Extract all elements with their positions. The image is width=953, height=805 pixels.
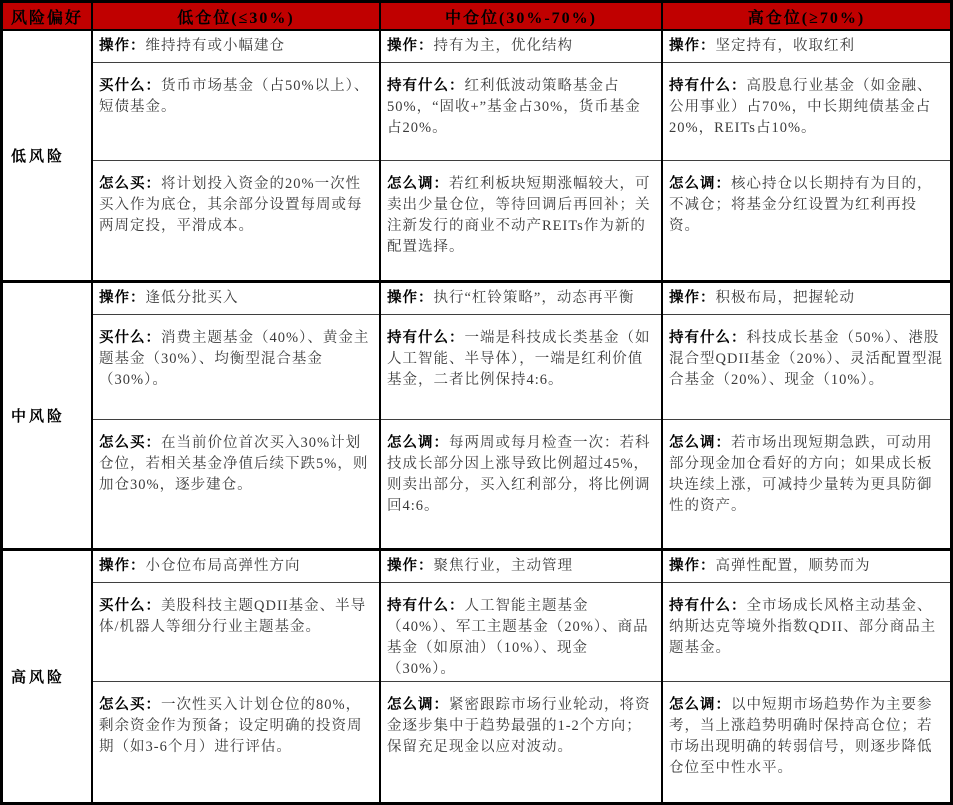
cell-low-risk-mid-position [381, 31, 663, 280]
section-text: 一端是科技成长类基金（如人工智能、半导体），一端是红利价值基金，二者比例保持4:6。 [386, 329, 651, 388]
row-label: 高风险 [11, 670, 66, 687]
section-text: 高弹性配置，顺势而为 [715, 558, 871, 575]
section-label: 持有什么： [669, 329, 747, 346]
section-text: 货币市场基金（占50%以上）、短债基金。 [99, 78, 370, 115]
section-label: 怎么买： [99, 175, 161, 192]
section-text: 坚定持有，收取红利 [715, 38, 856, 54]
section-label: 操作： [99, 38, 146, 54]
what-to-hold-section [381, 63, 661, 161]
section-text: 全市场成长风格主动基金、纳斯达克等境外指数QDII、部分商品主题基金。 [669, 598, 937, 657]
what-to-hold-section [381, 315, 661, 420]
section-label: 怎么调： [386, 175, 449, 192]
section-label: 买什么： [99, 329, 161, 346]
section-text: 执行“杠铃策略”，动态再平衡 [433, 289, 635, 306]
section-label: 持有什么： [386, 78, 465, 94]
section-label: 怎么调： [669, 175, 732, 192]
section-text: 维持持有或小幅建仓 [145, 38, 285, 54]
section-text: 美股科技主题QDII基金、半导体/机器人等细分行业主题基金。 [99, 598, 367, 636]
cell-high-risk-mid-position [381, 551, 663, 802]
section-label: 操作： [386, 289, 434, 306]
header-label: 中仓位(30%-70%) [445, 9, 597, 27]
section-text: 在当前价位首次买入30%计划仓位，若相关基金净值后续下跌5%，则加仓30%，逐步建仓。 [99, 434, 369, 493]
section-text: 积极布局，把握轮动 [715, 289, 856, 306]
section-text: 持有为主，优化结构 [433, 38, 573, 54]
row-label-medium-risk [3, 283, 93, 549]
cell-medium-risk-low-position [93, 283, 381, 549]
what-to-hold-section [663, 63, 950, 161]
operation-section [663, 283, 950, 315]
row-label-low-risk [3, 31, 93, 280]
row-label: 中风险 [11, 409, 66, 425]
section-text: 人工智能主题基金（40%）、军工主题基金（20%）、商品基金（如原油）（10%）、现金（30%）。 [386, 598, 649, 678]
section-label: 怎么调： [386, 434, 449, 451]
section-label: 持有什么： [386, 329, 465, 346]
what-to-buy-section [93, 583, 379, 682]
operation-section [93, 283, 379, 315]
section-text: 聚焦行业，主动管理 [433, 558, 573, 575]
operation-section [663, 551, 950, 583]
section-label: 怎么调： [386, 696, 449, 713]
how-to-adjust-section [663, 161, 950, 280]
section-text: 消费主题基金（40%）、黄金主题基金（30%）、均衡型混合基金（30%）。 [99, 329, 370, 388]
operation-section [381, 283, 661, 315]
section-label: 操作： [386, 38, 434, 54]
header-mid-position [381, 3, 663, 29]
row-label-high-risk [3, 551, 93, 802]
section-text: 一次性买入计划仓位的80%，剩余资金作为预备；设定明确的投资周期（如3-6个月）进行评估。 [99, 696, 363, 755]
table-header-row [3, 3, 950, 31]
section-label: 怎么买： [99, 696, 161, 713]
section-label: 买什么： [99, 598, 161, 615]
how-to-adjust-section [381, 420, 661, 548]
operation-section [663, 31, 950, 63]
what-to-buy-section [93, 63, 379, 161]
operation-section [93, 551, 379, 583]
how-to-adjust-section [663, 682, 950, 802]
section-label: 操作： [99, 289, 146, 306]
how-to-buy-section [93, 682, 379, 802]
row-label: 低风险 [11, 148, 66, 165]
how-to-buy-section [93, 420, 379, 548]
section-text: 高股息行业基金（如金融、公用事业）占70%，中长期纯债基金占20%，REITs占10%。 [669, 78, 933, 136]
section-label: 怎么调： [669, 696, 732, 713]
section-text: 以中短期市场趋势作为主要参考，当上涨趋势明确时保持高仓位；若市场出现明确的转弱信号，则逐步降低仓位至中性水平。 [669, 696, 933, 776]
cell-medium-risk-high-position [663, 283, 950, 549]
cell-medium-risk-mid-position [381, 283, 663, 549]
section-label: 操作： [669, 558, 716, 575]
header-high-position [663, 3, 950, 29]
section-text: 科技成长基金（50%）、港股混合型QDII基金（20%）、灵活配置型混合基金（20%）、现金（10%）。 [669, 329, 943, 388]
how-to-adjust-section [381, 682, 661, 802]
section-text: 将计划投入资金的20%一次性买入作为底仓，其余部分设置每周或每两周定投，平滑成本。 [99, 175, 363, 234]
table-row-low-risk [3, 31, 950, 283]
section-label: 怎么调： [669, 434, 732, 451]
section-text: 逢低分批买入 [145, 289, 239, 306]
how-to-adjust-section [663, 420, 950, 548]
how-to-buy-section [93, 161, 379, 280]
header-low-position [93, 3, 381, 29]
operation-section [381, 551, 661, 583]
section-label: 操作： [386, 558, 434, 575]
section-label: 怎么买： [99, 434, 161, 451]
table-row-high-risk [3, 551, 950, 802]
what-to-hold-section [663, 583, 950, 682]
section-label: 操作： [99, 558, 146, 575]
section-text: 紧密跟踪市场行业轮动，将资金逐步集中于趋势最强的1-2个方向；保留充足现金以应对波动。 [386, 696, 651, 755]
table-row-medium-risk [3, 283, 950, 552]
section-text: 小仓位布局高弹性方向 [145, 558, 301, 575]
operation-section [93, 31, 379, 63]
cell-low-risk-high-position [663, 31, 950, 280]
section-text: 核心持仓以长期持有为目的，不减仓；将基金分红设置为红利再投资。 [669, 175, 933, 234]
section-text: 红利低波动策略基金占50%，“固收+”基金占30%，货币基金占20%。 [386, 78, 641, 136]
section-text: 每两周或每月检查一次：若科技成长部分因上涨导致比例超过45%，则卖出部分，买入红利部分，将比例调回4:6。 [386, 434, 651, 514]
section-label: 买什么： [99, 78, 161, 94]
header-label: 风险偏好 [10, 9, 83, 27]
section-label: 持有什么： [669, 78, 747, 94]
what-to-hold-section [381, 583, 661, 682]
header-risk-preference [3, 3, 93, 29]
cell-low-risk-low-position [93, 31, 381, 280]
section-label: 持有什么： [669, 598, 747, 615]
header-label: 高仓位(≥70%) [747, 9, 866, 27]
section-text: 若红利板块短期涨幅较大，可卖出少量仓位，等待回调后再回补；关注新发行的商业不动产REITs作为新的配置选择。 [386, 175, 651, 255]
section-label: 操作： [669, 38, 716, 54]
section-label: 持有什么： [386, 598, 465, 615]
section-text: 若市场出现短期急跌，可动用部分现金加仓看好的方向；如果成长板块连续上涨，可减持少量转为更具防御性的资产。 [669, 434, 933, 514]
what-to-hold-section [663, 315, 950, 420]
header-label: 低仓位(≤30%) [177, 9, 295, 27]
cell-high-risk-low-position [93, 551, 381, 802]
section-label: 操作： [669, 289, 716, 306]
what-to-buy-section [93, 315, 379, 420]
cell-high-risk-high-position [663, 551, 950, 802]
operation-section [381, 31, 661, 63]
how-to-adjust-section [381, 161, 661, 280]
